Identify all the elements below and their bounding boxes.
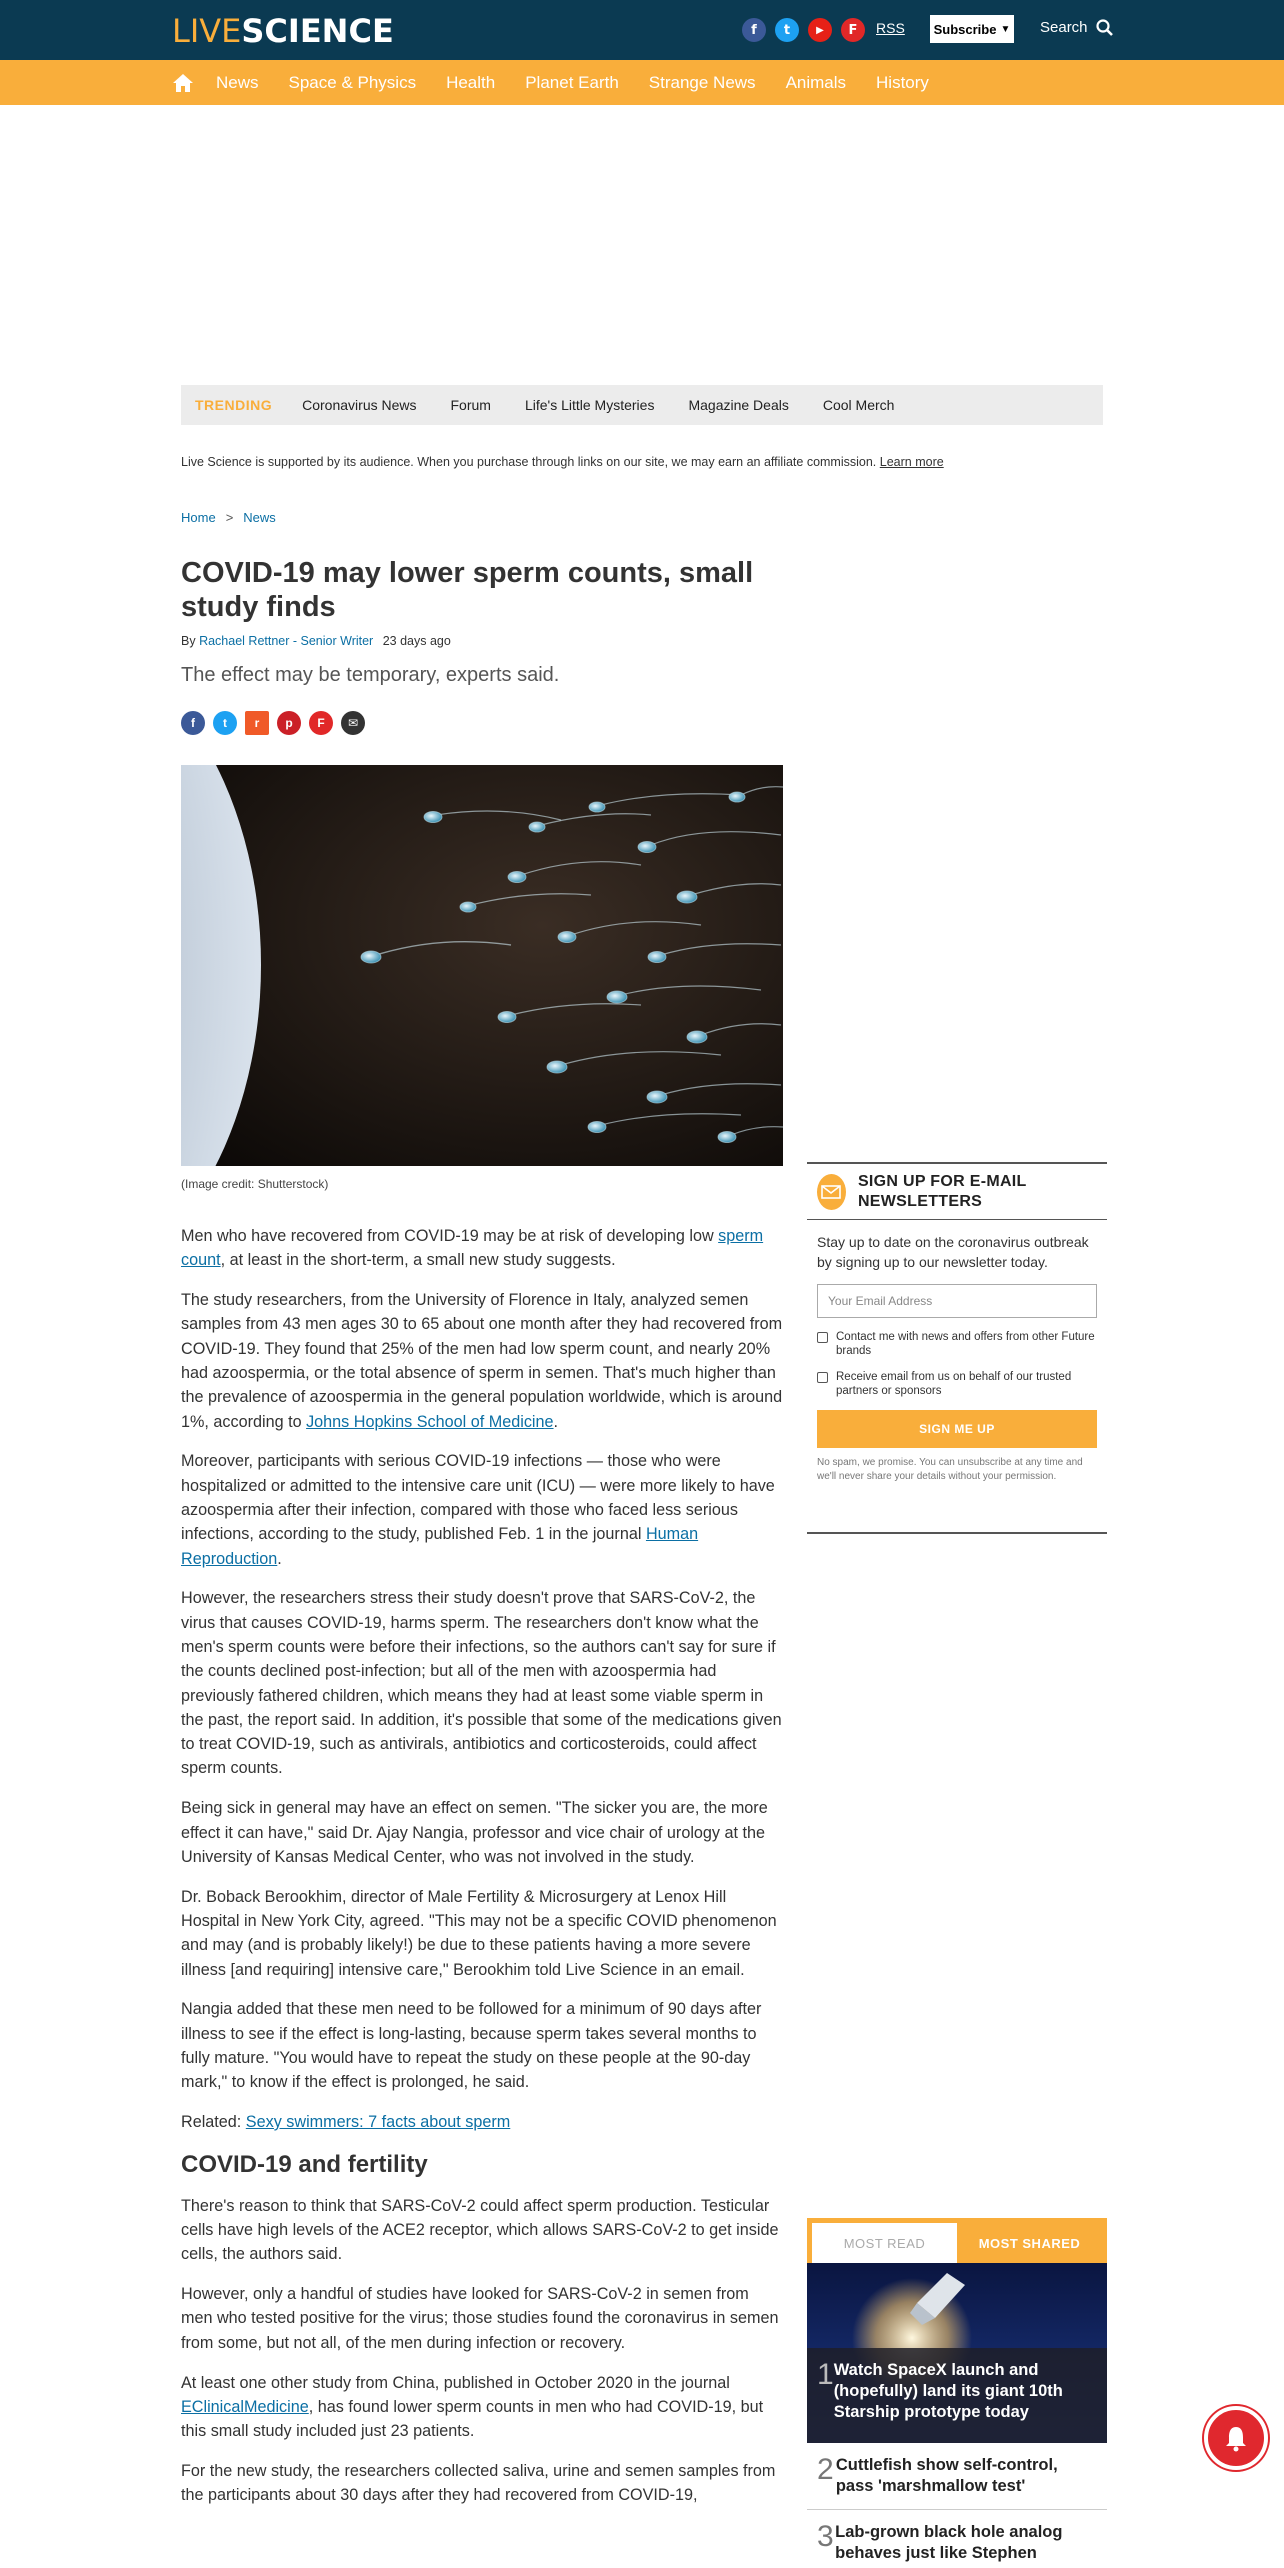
most-item-featured[interactable] (807, 2263, 1107, 2443)
byline (181, 634, 451, 648)
envelope-icon (817, 1174, 846, 1210)
most-item-title[interactable]: Lab-grown black hole analog behaves just like Stephen (835, 2523, 1063, 2562)
twitter-icon[interactable]: t (775, 18, 799, 42)
breadcrumb-home[interactable]: Home (181, 510, 216, 525)
logo-live: LIVE (172, 12, 242, 50)
subscribe-button[interactable] (930, 15, 1014, 43)
trending-label: TRENDING (195, 397, 273, 413)
most-item-title[interactable]: Watch SpaceX launch and (hopefully) land its giant 10th Starship prototype today (833, 2361, 1063, 2421)
checkbox-label: Contact me with news and offers from other Future brands (836, 1331, 1095, 1357)
most-read-widget (807, 2218, 1107, 2568)
nav-news[interactable]: News (216, 72, 259, 92)
youtube-icon[interactable]: ▶ (808, 18, 832, 42)
article-title: COVID-19 may lower sperm counts, small study finds (181, 557, 754, 623)
list-item[interactable] (807, 2443, 1107, 2510)
paragraph: There's reason to think that SARS-CoV-2 could affect sperm production. Testicular cells have high levels of the ACE2 receptor, which allows SARS-CoV-2 to get inside cells, the authors said. (181, 2196, 779, 2264)
nav-strange-news[interactable]: Strange News (648, 72, 756, 92)
rank-number: 2 (817, 2453, 834, 2486)
paragraph (181, 1224, 783, 1273)
text: , at least in the short-term, a small new study suggests. (220, 1251, 616, 1270)
facebook-icon[interactable]: f (742, 18, 766, 42)
share-reddit-icon[interactable]: r (245, 711, 269, 735)
affiliate-text: Live Science is supported by its audience. When you purchase through links on our site, we may earn an affiliate commission. (181, 455, 877, 469)
eclinicalmedicine-link[interactable]: EClinicalMedicine (181, 2397, 309, 2416)
nav-history[interactable]: History (876, 72, 929, 92)
rss-link[interactable]: RSS (876, 20, 905, 36)
article-strapline: The effect may be temporary, experts said. (181, 664, 560, 686)
email-field[interactable]: Your Email Address (817, 1284, 1097, 1318)
paragraph: Nangia added that these men need to be followed for a minimum of 90 days after illness to see if the effect is long-lasting, because sperm takes several months to fully mature. "You would have to repeat the study on these people at the 90-day mark," to know if the effect is prolonged, he said. (181, 2000, 762, 2092)
share-facebook-icon[interactable]: f (181, 711, 205, 735)
trending-mysteries[interactable]: Life's Little Mysteries (524, 397, 655, 413)
checkbox-future-brands[interactable] (817, 1330, 1097, 1358)
subscribe-label: Subscribe (933, 21, 997, 37)
site-logo[interactable] (172, 12, 394, 50)
nav-space-physics[interactable]: Space & Physics (288, 72, 417, 92)
main-nav (0, 60, 1284, 105)
newsletter-signup (807, 1162, 1107, 1534)
share-twitter-icon[interactable]: t (213, 711, 237, 735)
social-links (742, 18, 865, 42)
logo-science: SCIENCE (241, 12, 394, 50)
paragraph: However, the researchers stress their study doesn't prove that SARS-CoV-2, the virus that causes COVID-19, harms sperm. The researchers don't know what the men's sperm counts were before their infections, so the authors can't say for sure if the counts declined post-infection; but all of the men with azoospermia had previously fathered children, which means they had at least some viable sperm in the past, the report said. In addition, it's possible that some of the medications given to treat COVID-19, such as antivirals, antibiotics and corticosteroids, could affect sperm counts. (181, 1589, 782, 1778)
related-label: Related: (181, 2113, 246, 2131)
share-email-icon[interactable]: ✉ (341, 711, 365, 735)
breadcrumb-news[interactable]: News (243, 510, 276, 525)
home-icon[interactable] (172, 73, 194, 93)
trending-merch[interactable]: Cool Merch (822, 397, 895, 413)
checkbox-partners[interactable] (817, 1370, 1097, 1398)
hero-image (181, 765, 783, 1166)
sperm-illustration (181, 765, 783, 1166)
tab-most-read[interactable]: MOST READ (812, 2223, 957, 2263)
search-label: Search (1040, 19, 1088, 36)
search-button[interactable] (1040, 19, 1113, 36)
sperm-count-link[interactable]: sperm count (181, 1227, 764, 1270)
trending-bar (181, 385, 1103, 425)
affiliate-notice (181, 455, 944, 469)
paragraph: For the new study, the researchers collected saliva, urine and semen samples from the participants about 30 days after they had recovered from COVID-19, (181, 2461, 776, 2505)
section-heading: COVID-19 and fertility (181, 2150, 428, 2178)
nav-animals[interactable]: Animals (785, 72, 847, 92)
related-link[interactable]: Sexy swimmers: 7 facts about sperm (245, 2113, 511, 2131)
newsletter-description: Stay up to date on the coronavirus outbreak by signing up to our newsletter today. (817, 1234, 1089, 1270)
paragraph: Being sick in general may have an effect on semen. "The sicker you are, the more effect it can have," said Dr. Ajay Nangia, professor and vice chair of urology at the University of Kansas Medical Center, who was not involved in the study. (181, 1799, 768, 1866)
related-paragraph (181, 2110, 783, 2134)
nav-health[interactable]: Health (446, 72, 496, 92)
text: Moreover, participants with serious COVID-19 infections — those who were hospitalized or admitted to the intensive care unit (ICU) — were more likely to have azoospermia after their infection, compared with those who faced less serious infections, according to the study, published Feb. 1 in the journal (181, 1452, 775, 1544)
newsletter-disclaimer: No spam, we promise. You can unsubscribe at any time and we'll never share your details without your permission. (817, 1457, 1083, 1482)
human-reproduction-link[interactable]: Human Reproduction (181, 1525, 699, 1568)
trending-magazine[interactable]: Magazine Deals (688, 397, 789, 413)
byline-by: By (181, 634, 196, 648)
learn-more-link[interactable]: Learn more (879, 455, 944, 469)
list-item[interactable] (807, 2510, 1107, 2568)
paragraph (181, 2371, 783, 2444)
text: Men who have recovered from COVID-19 may be at risk of developing low (181, 1227, 719, 1245)
nav-planet-earth[interactable]: Planet Earth (525, 72, 619, 92)
article-body (181, 1224, 783, 2523)
share-flipboard-icon[interactable]: F (309, 711, 333, 735)
tab-most-shared[interactable]: MOST SHARED (978, 2235, 1081, 2251)
share-pinterest-icon[interactable]: p (277, 711, 301, 735)
top-header (0, 0, 1284, 60)
publish-date: 23 days ago (382, 634, 451, 648)
paragraph (181, 1449, 783, 1570)
notification-bell-button[interactable] (1204, 2406, 1268, 2470)
author-link[interactable]: Rachael Rettner - Senior Writer (199, 634, 374, 648)
text: The study researchers, from the University of Florence in Italy, analyzed semen samples from 43 men ages 30 to 65 about one month after they had recovered from COVID-19. They found that 25% of the men had low sperm count, and nearly 20% had azoospermia, or the total absence of sperm in semen. That's much higher than the prevalence of azoospermia in the general population worldwide, which is around 1%, according to (181, 1291, 783, 1431)
text: , has found lower sperm counts in men who had COVID-19, but this small study included just 23 patients. (181, 2397, 764, 2441)
breadcrumb (181, 510, 276, 525)
checkbox-icon[interactable] (817, 1332, 828, 1343)
paragraph: However, only a handful of studies have looked for SARS-CoV-2 in semen from men who tested positive for the virus; those studies found the coronavirus in semen from some, but not all, of the men during infection or recovery. (181, 2285, 779, 2352)
search-icon (1096, 19, 1113, 36)
rank-number: 3 (817, 2520, 834, 2553)
flipboard-icon[interactable]: F (841, 18, 865, 42)
caret-down-icon: ▼ (1000, 23, 1011, 35)
trending-coronavirus[interactable]: Coronavirus News (302, 397, 417, 413)
most-item-title[interactable]: Cuttlefish show self-control, pass 'marshmallow test' (835, 2456, 1058, 2495)
text: At least one other study from China, published in October 2020 in the journal (181, 2373, 730, 2392)
checkbox-icon[interactable] (817, 1372, 828, 1383)
bell-icon (1221, 2423, 1251, 2453)
newsletter-title: SIGN UP FOR E-MAIL NEWSLETTERS (857, 1172, 1027, 1210)
image-credit: (Image credit: Shutterstock) (181, 1177, 329, 1191)
trending-forum[interactable]: Forum (450, 397, 491, 413)
text: . (277, 1549, 282, 1568)
checkbox-label: Receive email from us on behalf of our trusted partners or sponsors (836, 1371, 1072, 1397)
johns-hopkins-link[interactable]: Johns Hopkins School of Medicine (306, 1412, 554, 1431)
breadcrumb-separator: > (225, 510, 234, 525)
share-bar (181, 711, 365, 735)
rank-number: 1 (817, 2358, 834, 2391)
sign-me-up-button[interactable]: SIGN ME UP (817, 1410, 1097, 1448)
paragraph (181, 1288, 783, 1434)
text: . (553, 1412, 559, 1431)
paragraph: Dr. Boback Berookhim, director of Male Fertility & Microsurgery at Lenox Hill Hospital in New York City, agreed. "This may not be a specific COVID phenomenon and may (and is probably likely!) be due to these patients having a more severe illness [and requiring] intensive care," Berookhim told Live Science in an email. (181, 1887, 777, 1979)
